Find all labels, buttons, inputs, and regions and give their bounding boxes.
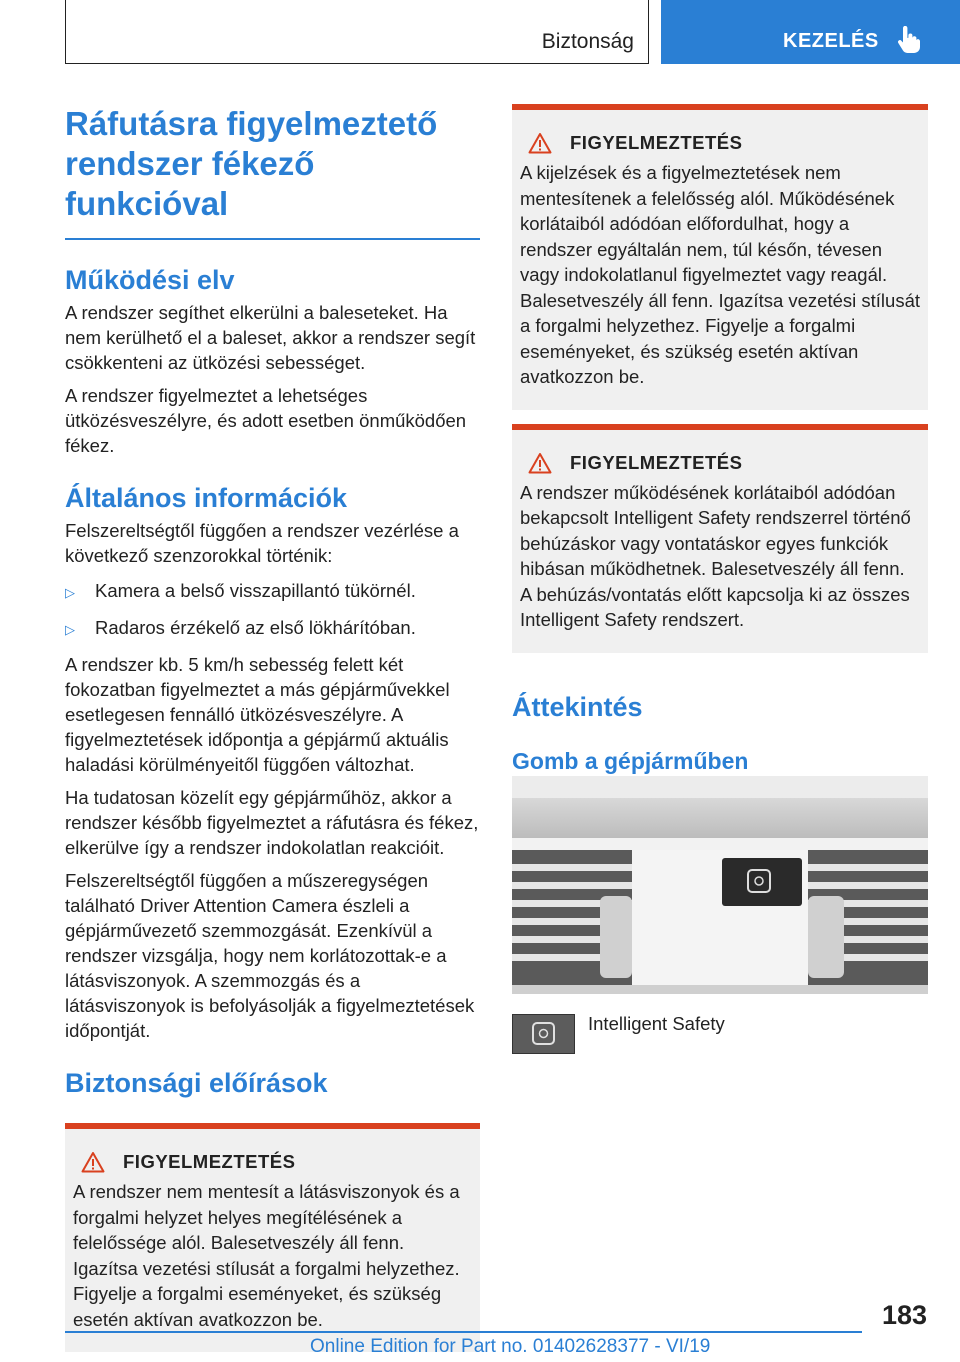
header-tab[interactable]	[661, 0, 960, 64]
subheading-gomb-a-gepjarmuben: Gomb a gépjárműben	[512, 747, 749, 774]
left-column	[65, 104, 480, 1352]
dashboard-button-photo	[512, 776, 928, 994]
triangle-bullet-icon: ▷	[65, 622, 75, 637]
warning-box	[512, 424, 928, 653]
warning-box	[65, 1123, 480, 1352]
warning-text: A rendszer nem mentesít a látásviszonyok és a forgalmi helyzet helyes megítélésének a felelőssége alól. Balesetveszély áll fenn. Igazítsa vezetési stílusát a forgalmi helyzethez. Figyelje a forgalmi eseményeket, és szükség esetén aktívan avatkozzon be.	[73, 1181, 460, 1330]
title-divider	[65, 238, 480, 240]
warning-header	[73, 1151, 472, 1173]
intelligent-safety-button[interactable]	[512, 1014, 575, 1054]
footer-edition-text: Online Edition for Part no. 01402628377 - VI/19	[310, 1336, 711, 1357]
header-section-box	[65, 0, 649, 64]
page-title-line-1: Ráfutásra figyelmeztető	[65, 105, 438, 142]
warning-label: FIGYELMEZTETÉS	[570, 132, 743, 153]
warning-text: A kijelzések és a figyelmeztetések nem mentesítenek a felelősség alól. Működésének korlátaiból adódóan előfordulhat, hogy a rendszer egyáltalán nem, túl későn, tévesen vagy indokolatlanul figyelmeztet vagy reagál. Balesetveszély áll fenn. Igazítsa vezetési stílusát a forgalmi helyzethez. Figyelje a forgalmi eseményeket, és szükség esetén aktívan avatkozzon be.	[520, 162, 921, 387]
list-item	[65, 578, 480, 605]
mukodesi-elv-paragraph-2: A rendszer figyelmeztet a lehetséges ütközésveszélyre, és adott esetben önműködően fékez.	[65, 385, 467, 456]
altalanos-paragraph-4: Felszereltségtől függően a műszeregységen található Driver Attention Camera észleli a gépjárművezető szemmozgását. Ezenkívül a rendszer vizsgálja, hogy nem korlátozottak-e a látásviszonyok. A szemmozgás és a látásviszonyok is befolyásolják a figyelmeztetések időpontját.	[65, 870, 475, 1041]
warning-triangle-icon	[528, 132, 552, 154]
dashboard-illustration	[512, 776, 928, 994]
heading-altalanos-informaciok: Általános információk	[65, 483, 348, 513]
heading-biztonsagi-eloirasok: Biztonsági előírások	[65, 1068, 328, 1098]
warning-text: A rendszer működésének korlátaiból adódóan bekapcsolt Intelligent Safety rendszerrel történő behúzáskor vagy vontatáskor egyes funkciók hibásan működhetnek. Balesetveszély áll fenn. A behúzás/vontatás előtt kapcsolja ki az összes Intelligent Safety rendszert.	[520, 481, 911, 630]
list-item-text: Kamera a belső visszapillantó tükörnél.	[95, 580, 416, 601]
right-column	[512, 104, 928, 775]
list-item-text: Radaros érzékelő az első lökhárítóban.	[95, 617, 416, 638]
warning-header	[520, 452, 920, 474]
altalanos-paragraph-2: A rendszer kb. 5 km/h sebesség felett két fokozatban figyelmeztet a más gépjárművekkel esetlegesen fennálló ütközésveszélyre. A figyelmeztetések időpontja a gépjármű aktuális haladási körülményeitől függően változhat.	[65, 654, 450, 775]
page-number: 183	[881, 1300, 927, 1330]
header-tab-label: KEZELÉS	[783, 30, 879, 52]
warning-triangle-icon	[528, 452, 552, 474]
warning-triangle-icon	[81, 1151, 105, 1173]
mukodesi-elv-paragraph-1: A rendszer segíthet elkerülni a baleseteket. Ha nem kerülhető el a baleset, akkor a rendszer segít csökkenteni az ütközési sebességet.	[65, 302, 476, 373]
list-item	[65, 615, 480, 642]
warning-label: FIGYELMEZTETÉS	[570, 451, 743, 473]
intelligent-safety-icon	[513, 1015, 574, 1053]
altalanos-paragraph-3: Ha tudatosan közelít egy gépjárműhöz, akkor a rendszer később figyelmeztet a ráfutásra és fékez, elkerülve így a rendszer indokolatlan reakcióit.	[65, 787, 479, 858]
pointing-hand-icon	[896, 26, 922, 54]
header-section-title: Biztonság	[541, 30, 634, 53]
warning-box	[512, 104, 928, 410]
warning-label: FIGYELMEZTETÉS	[123, 1151, 296, 1172]
page-title-line-2: rendszer fékező funkcióval	[65, 145, 315, 222]
triangle-bullet-icon: ▷	[65, 585, 75, 600]
intelligent-safety-label: Intelligent Safety	[588, 1013, 725, 1034]
page-title	[65, 104, 480, 224]
heading-attekintes: Áttekintés	[512, 691, 643, 722]
footer-divider	[65, 1331, 862, 1333]
warning-header	[520, 132, 920, 154]
altalanos-paragraph-1: Felszereltségtől függően a rendszer vezérlése a következő szenzorokkal történik:	[65, 520, 459, 566]
heading-mukodesi-elv: Működési elv	[65, 265, 235, 295]
